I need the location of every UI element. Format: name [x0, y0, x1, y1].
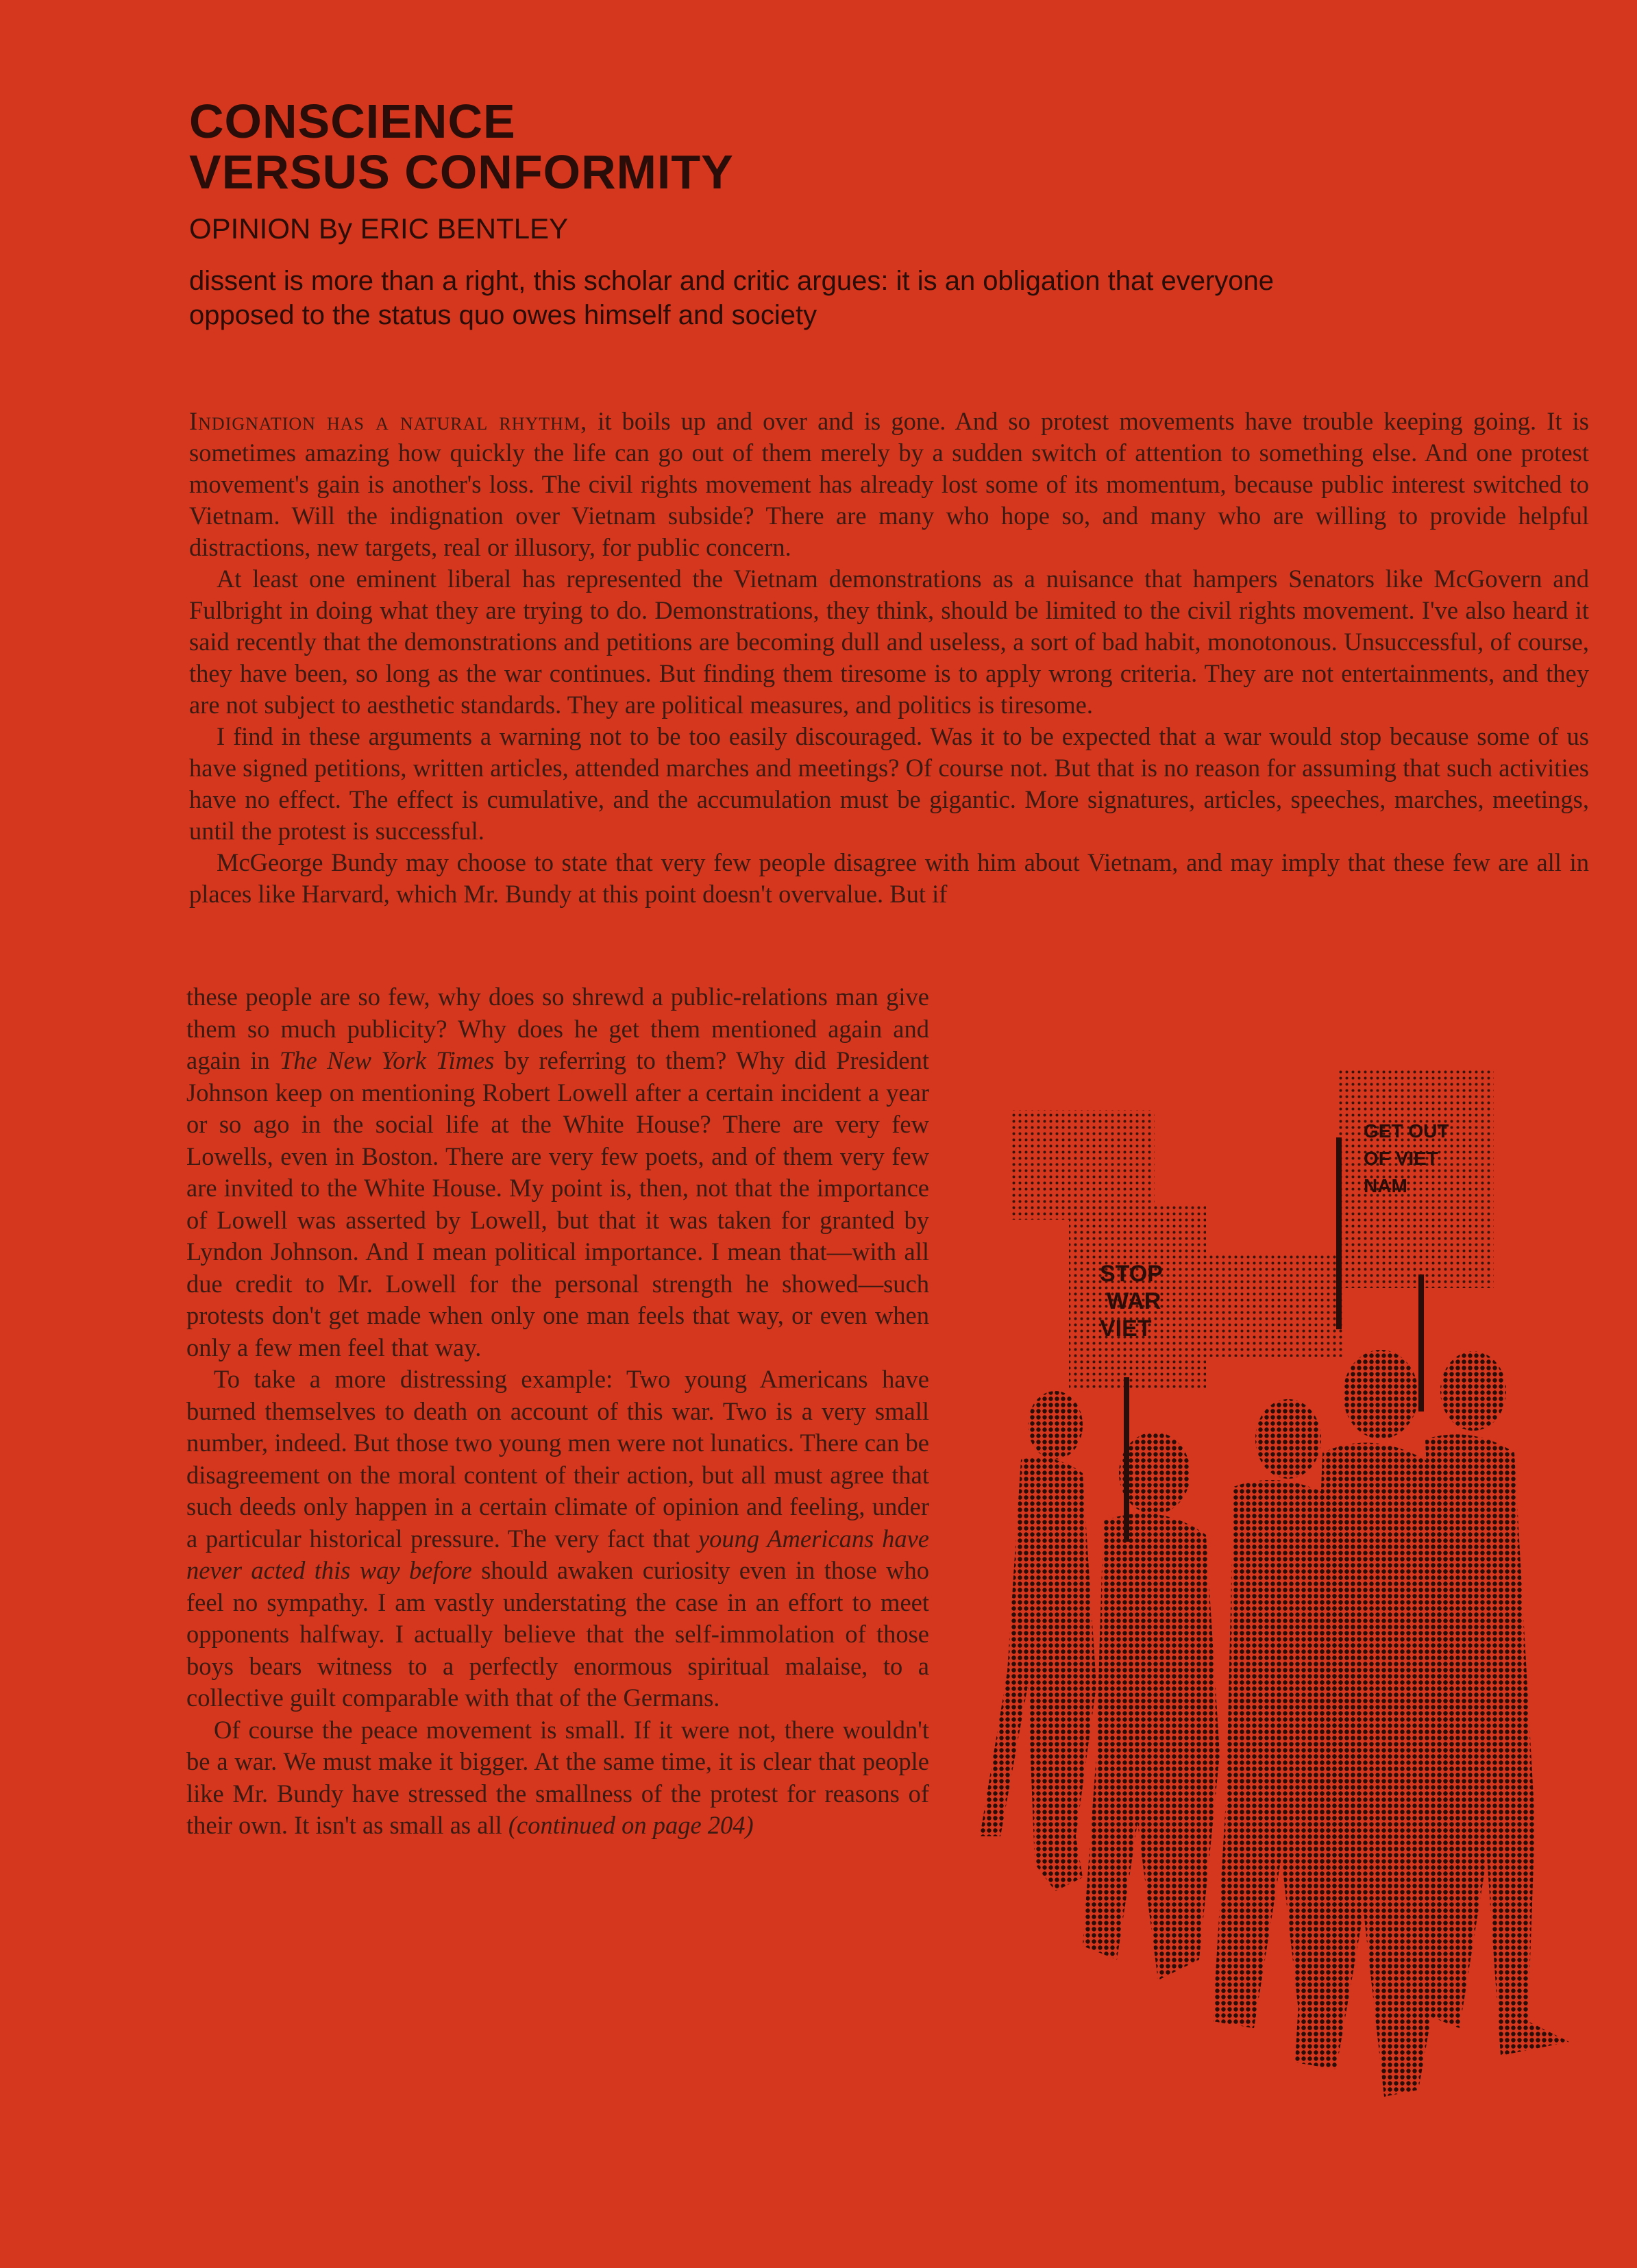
protest-photo — [980, 1069, 1576, 2124]
paragraph-6 — [186, 1714, 929, 1842]
article-title — [189, 96, 734, 197]
byline: OPINION By ERIC BENTLEY — [189, 212, 569, 245]
paragraph-4b-text-2: by referring to them? Why did President Johnson keep on mentioning Robert Lowell after a certain incident a year or so ago in the social life at the White House? There are very few Lowells, even in Boston. There are very few poets, and of them very few are invited to the White House. My point is, then, not that the importance of Lowell was asserted by Lowell, but that it was taken for granted by Lyndon Johnson. And I mean political importance. I mean that—with all due credit to Mr. Lowell for the personal strength he showed—such protests don't get made when only one man feels that way, or even when only a few men feel that way. — [186, 1046, 930, 1361]
paragraph-4b — [186, 981, 929, 1364]
sign-left-top — [1011, 1110, 1155, 1220]
continued-note: (continued on page 204) — [508, 1811, 754, 1839]
paragraph-5 — [186, 1364, 929, 1714]
paragraph-2: At least one eminent liberal has represented the Vietnam demonstrations as a nuisance that hampers Senators like McGovern and Fulbright in doing what they are trying to do. Demonstrations, they think, should be limited to the civil rights movement. I've also heard it said recently that the demonstrations and petitions are becoming dull and useless, a sort of bad habit, monotonous. Unsuccessful, of course, they have been, so long as the war continues. But finding them tiresome is to apply wrong criteria. They are not entertainments, and they are not subject to aesthetic standards. They are political measures, and politics is tiresome. — [189, 565, 1589, 719]
paragraph-5-text-2: should awaken curiosity even in those who feel no sympathy. I am vastly understating the case in an effort to meet opponents halfway. I actually believe that the self-immolation of those boys bears witness to a perfectly enormous spiritual malaise, to a collective guilt comparable with that of the Germans. — [186, 1556, 930, 1712]
deck-subtitle: dissent is more than a right, this scholar and critic argues: it is an obligation that everyone opposed to the status quo owes himself and society — [189, 266, 1275, 330]
paragraph-4b-text-1: these people are so few, why does so shrewd a public-relations man give them so much publicity? Why does he get them mentioned again and again in — [186, 983, 929, 1074]
sign-text-1: STOP WAR VIET — [1100, 1261, 1163, 1342]
lead-in: Indignation has a natural rhythm, — [189, 407, 588, 435]
paragraph-1 — [189, 406, 1589, 563]
title-line-1: CONSCIENCE — [189, 95, 516, 148]
paragraph-4a: McGeorge Bundy may choose to state that very few people disagree with him about Vietnam, and may imply that these few are all in places like Harvard, which Mr. Bundy at this point doesn't overvalue. But if — [189, 848, 1589, 908]
marchers — [980, 1350, 1569, 2097]
sign-middle — [1206, 1254, 1343, 1357]
newspaper-title: The New York Times — [280, 1046, 495, 1074]
paragraph-5-emphasis: young Americans have never acted this way before — [186, 1524, 929, 1584]
article-body-top — [189, 406, 1589, 910]
paragraph-5-text-1: To take a more distressing example: Two young Americans have burned themselves to death on account of this war. Two is a very small number, indeed. But those two young men were not lunatics. There can be disagreement on the moral content of their action, but all must agree that such deeds only happen in a certain climate of opinion and feeling, under a particular historical pressure. The very fact that — [186, 1365, 929, 1553]
paragraph-3: I find in these arguments a warning not to be too easily discouraged. Was it to be expected that a war would stop because some of us have signed petitions, written articles, attended marches and meetings? Of course not. But that is no reason for assuming that such activities have no effect. The effect is cumulative, and the accumulation must be gigantic. More signatures, articles, speeches, marches, meetings, until the protest is successful. — [189, 722, 1589, 845]
sign-text-2: GET OUT OF VIET NAM — [1364, 1120, 1449, 1196]
title-line-2: VERSUS CONFORMITY — [189, 145, 734, 199]
paragraph-6-text: Of course the peace movement is small. If it were not, there wouldn't be a war. We must make it bigger. At the same time, it is clear that people like Mr. Bundy have stressed the smallness of the protest for reasons of their own. It isn't as small as all — [186, 1715, 929, 1839]
sign-right — [1336, 1069, 1494, 1288]
article-body-column — [186, 981, 929, 1842]
paragraph-1-text: it boils up and over and is gone. And so protest movements have trouble keeping going. It is sometimes amazing how quickly the life can go out of them merely by a sudden switch of attention to something else. And one protest movement's gain is another's loss. The civil rights movement has already lost some of its momentum, because public interest switched to Vietnam. Will the indignation over Vietnam subside? There are many who hope so, and many who are willing to provide helpful distractions, new targets, real or illusory, for public concern. — [189, 407, 1589, 561]
